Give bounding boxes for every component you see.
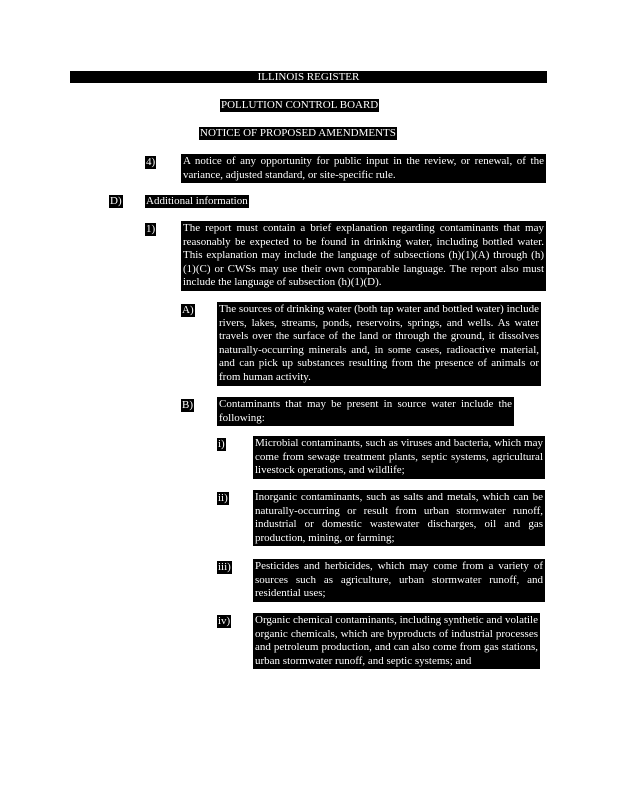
sub-a-text: The sources of drinking water (both tap water and bottled water) include rivers, lakes, streams, ponds, reservoirs, springs, and wells. As water travels over the surface of the land or through the ground, it dissolves naturally-occurring minerals and, in some cases, radioactive material, and can pick up substances resulting from the presence of animals or from human activity. (217, 302, 541, 386)
sub-a-label: A) (182, 304, 194, 316)
roman-iv-label: iv) (218, 615, 231, 627)
roman-i-label: i) (218, 438, 225, 450)
roman-iii-text: Pesticides and herbicides, which may come from a variety of sources such as agriculture, urban stormwater runoff, and residential uses; (253, 559, 545, 602)
register-title: ILLINOIS REGISTER (70, 71, 547, 83)
roman-ii-label: ii) (218, 492, 228, 504)
roman-ii-text: Inorganic contaminants, such as salts and metals, which can be naturally-occurring or result from urban stormwater runoff, industrial or domestic wastewater discharges, oil and gas production, mining, or farming; (253, 490, 545, 546)
board-heading: POLLUTION CONTROL BOARD (221, 99, 379, 111)
item-4-text: A notice of any opportunity for public input in the review, or renewal, of the variance, adjusted standard, or site-specific rule. (181, 154, 546, 183)
item-1-text: The report must contain a brief explanation regarding contaminants that may reasonably be expected to be found in drinking water, including bottled water. This explanation may include the language of subsections (h)(1)(A) through (h)(1)(C) or CWSs may use their own comparable language. The report also must include the language of subsection (h)(1)(D). (181, 221, 546, 291)
item-4-label: 4) (146, 156, 156, 168)
roman-iii-label: iii) (218, 561, 231, 573)
section-d-label: D) (110, 195, 122, 207)
section-d-title: Additional information (146, 195, 248, 207)
notice-heading: NOTICE OF PROPOSED AMENDMENTS (200, 127, 396, 139)
item-1-label: 1) (146, 223, 156, 235)
roman-iv-text: Organic chemical contaminants, including synthetic and volatile organic chemicals, which are byproducts of industrial processes and petroleum production, and can also come from gas stations, urban stormwater runoff, and septic systems; and (253, 613, 540, 669)
roman-i-text: Microbial contaminants, such as viruses and bacteria, which may come from sewage treatment plants, septic systems, agricultural livestock operations, and wildlife; (253, 436, 545, 479)
sub-b-label: B) (182, 399, 193, 411)
sub-b-text: Contaminants that may be present in source water include the following: (217, 397, 514, 426)
